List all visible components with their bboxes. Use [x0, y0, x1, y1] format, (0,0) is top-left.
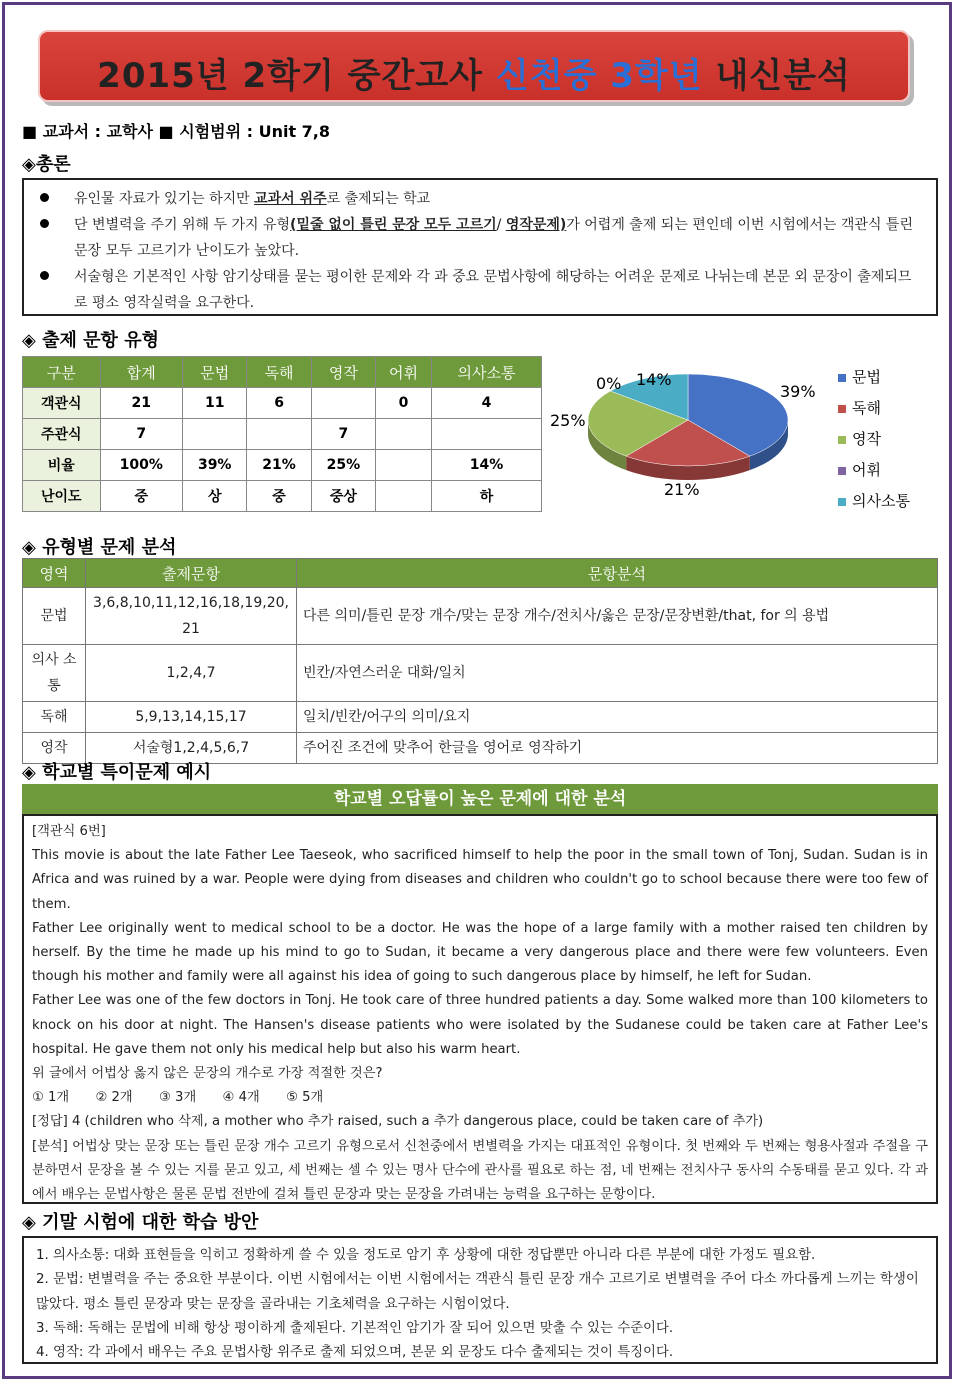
study-plan-box: [22, 1236, 938, 1364]
overview-item: 서술형은 기본적인 사항 암기상태를 묻는 평이한 문제와 각 과 중요 문법사항에 해당하는 어려운 문제로 나뉘는데 본문 외 문장이 출제되므로 평소 영작실력을 요구한다.: [24, 264, 924, 316]
col-header: 문법: [183, 357, 247, 388]
plan-item: 4. 영작: 각 과에서 배우는 주요 문법사항 위주로 출제 되었으며, 본문 외 문장도 다수 출제되는 것이 특징이다.: [36, 1345, 674, 1361]
section-plan-heading: ◈ 기말 시험에 대한 학습 방안: [22, 1212, 259, 1233]
example-header: 학교별 오답률이 높은 문제에 대한 분석: [22, 784, 938, 814]
legend-entry: 영작: [838, 428, 910, 459]
pie-data-label: 0%: [596, 374, 622, 393]
pie-data-label: 21%: [664, 480, 700, 499]
table-row: 객관식 21 11 6 0 4: [23, 388, 542, 419]
table-row: 문법 3,6,8,10,11,12,16,18,19,20, 21 다른 의미/틀린 문장 개수/맞는 문장 개수/전치사/옳은 문장/문장변환/that, for 의 용법: [23, 588, 938, 645]
bullet-icon: [40, 271, 49, 280]
col-header: 문항분석: [297, 559, 938, 588]
table-row: 독해 5,9,13,14,15,17 일치/빈칸/어구의 의미/요지: [23, 702, 938, 733]
bullet-icon: [40, 219, 49, 228]
overview-item: 유인물 자료가 있기는 하지만 교과서 위주로 출제되는 학교: [24, 186, 924, 212]
col-header: 어휘: [376, 357, 432, 388]
col-header: 영역: [23, 559, 86, 588]
question-tag: [객관식 6번]: [32, 824, 106, 839]
col-header: 구분: [23, 357, 101, 388]
analysis-table: [22, 558, 938, 764]
section-special-heading: ◈ 학교별 특이문제 예시: [22, 762, 212, 783]
question-type-table: [22, 356, 542, 512]
pie-data-label: 39%: [780, 382, 816, 401]
legend-swatch: [838, 498, 846, 506]
passage-paragraph: Father Lee originally went to medical school to be a doctor. He was the hope of a large family with a mother raised ten children by herself. By the time he made up his mind to go to Sudan, it became a very dangerous place and there were few volunteers. Even though his mother and family were all against his idea of going to such dangerous place by himself, he left for Sudan.: [32, 920, 928, 985]
example-body: [22, 814, 938, 1204]
passage-paragraph: Father Lee was one of the few doctors in Tonj. He took care of three hundred patients a day. Some walked more than 100 kilometers to knock on his door at night. The Hansen's disease patients who were isolated by the Sudanese could be taken care at Father Lee's hospital. He gave them not only his medical help but also his warm heart.: [32, 993, 928, 1057]
table-row: 주관식 7 7: [23, 419, 542, 450]
analysis-text: [분석] 어법상 맞는 문장 또는 틀린 문장 개수 고르기 유형으로서 신천중에서 변별력을 가지는 대표적인 유형이다. 첫 번째와 두 번째는 형용사절과 주절을 구분하면서 문장을 볼 수 있는 지를 묻고 있고, 세 번째는 셀 수 있는 명사 단수에 관사를 필요로 하는 점, 네 번째는 전치사구 동사의 수동태를 묻고 있다. 각 과에서 배우는 문법사항은 물론 문법 전반에 걸쳐 틀린 문장과 맞는 문장을 가려내는 능력을 요구하는 문항이다.: [32, 1138, 928, 1203]
legend-swatch: [838, 467, 846, 475]
section-analysis-heading: ◈ 유형별 문제 분석: [22, 537, 177, 558]
plan-item: 3. 독해: 독해는 문법에 비해 항상 평이하게 출제된다. 기본적인 암기가 잘 되어 있으면 맞출 수 있는 수준이다.: [36, 1320, 674, 1336]
table-row: 의사 소통 1,2,4,7 빈칸/자연스러운 대화/일치: [23, 645, 938, 702]
overview-box: [22, 178, 938, 316]
pie-data-label: 14%: [636, 370, 672, 389]
table-row: 비율 100% 39% 21% 25% 14%: [23, 450, 542, 481]
legend-swatch: [838, 436, 846, 444]
plan-item: 2. 문법: 변별력을 주는 중요한 부분이다. 이번 시험에서는 이번 시험에서는 객관식 틀린 문장 개수 고르기로 변별력을 주어 다소 까다롭게 느끼는 학생이 많았다. 평소 틀린 문장과 맞는 문장을 골라내는 기초체력을 요구하는 시험이었다.: [36, 1272, 919, 1312]
plan-item: 1. 의사소통: 대화 표현들을 익히고 정확하게 쓸 수 있을 정도로 암기 후 상황에 대한 정답뿐만 아니라 다른 부분에 대한 가정도 필요함.: [36, 1248, 816, 1263]
passage-paragraph: This movie is about the late Father Lee Taeseok, who sacrificed himself to help the poor in the small town of Tonj, Sudan. Sudan is in Africa and was ruined by a war. People were dying from diseases and children who couldn't go to school because there were too few of them.: [32, 848, 928, 912]
legend-entry: 의사소통: [838, 490, 910, 521]
textbook-info: ■ 교과서 : 교학사 ■ 시험범위 : Unit 7,8: [22, 122, 331, 141]
col-header: 출제문항: [86, 559, 297, 588]
legend-entry: 독해: [838, 397, 910, 428]
question-text: 위 글에서 어법상 옳지 않은 문장의 개수로 가장 적절한 것은?: [32, 1066, 383, 1082]
col-header: 합계: [100, 357, 183, 388]
col-header: 영작: [311, 357, 375, 388]
bullet-icon: [40, 193, 49, 202]
legend-swatch: [838, 405, 846, 413]
answer-choices: ① 1개 ② 2개 ③ 3개 ④ 4개 ⑤ 5개: [32, 1090, 324, 1106]
page-title: 2015년 2학기 중간고사 신천중 3학년 내신분석: [97, 56, 851, 96]
col-header: 독해: [247, 357, 311, 388]
pie-data-label: 25%: [550, 411, 586, 430]
table-row: 영작 서술형1,2,4,5,6,7 주어진 조건에 맞추어 한글을 영어로 영작하기: [23, 733, 938, 764]
col-header: 의사소통: [431, 357, 541, 388]
pie-legend: [838, 366, 910, 521]
overview-item: 단 변별력을 주기 위해 두 가지 유형(밑줄 없이 틀린 문장 모두 고르기/ 영작문제)가 어렵게 출제 되는 편인데 이번 시험에서는 객관식 틀린 문장 모두 고르기가 난이도가 높았다.: [24, 212, 924, 264]
section-types-heading: ◈ 출제 문항 유형: [22, 330, 159, 351]
legend-swatch: [838, 374, 846, 382]
answer-text: [정답] 4 (children who 삭제, a mother who 추가 raised, such a 추가 dangerous place, could be taken care of 추가): [32, 1114, 764, 1130]
table-row: 난이도 중 상 중 중상 하: [23, 481, 542, 512]
legend-entry: 어휘: [838, 459, 910, 490]
section-overview-heading: ◈총론: [22, 154, 71, 175]
legend-entry: 문법: [838, 366, 910, 397]
